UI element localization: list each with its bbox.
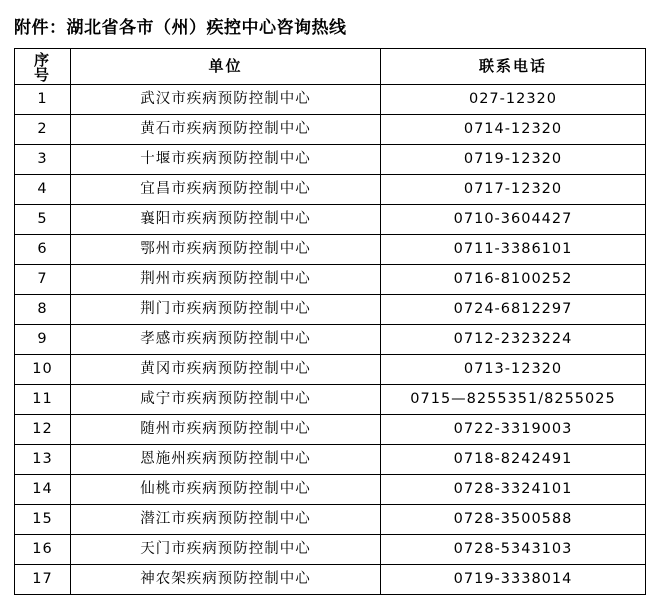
row-unit-cell: 潜江市疾病预防控制中心 [71, 505, 381, 535]
row-index-cell: 16 [15, 535, 71, 565]
row-unit-cell: 恩施州疾病预防控制中心 [71, 445, 381, 475]
row-index-cell: 4 [15, 175, 71, 205]
column-header-index-line2: 号 [33, 65, 51, 84]
row-phone-cell: 0717-12320 [381, 175, 646, 205]
table-row [15, 175, 646, 205]
row-index-cell: 11 [15, 385, 71, 415]
table-row [15, 505, 646, 535]
table-header [15, 49, 646, 85]
page-title: 附件：湖北省各市（州）疾控中心咨询热线 [14, 18, 347, 38]
row-index-cell: 17 [15, 565, 71, 595]
row-unit-cell: 天门市疾病预防控制中心 [71, 535, 381, 565]
row-phone-cell: 0715—8255351/8255025 [381, 385, 646, 415]
row-unit-cell: 咸宁市疾病预防控制中心 [71, 385, 381, 415]
row-unit-cell: 黄石市疾病预防控制中心 [71, 115, 381, 145]
column-header-unit: 单位 [71, 49, 381, 85]
row-index-cell: 3 [15, 145, 71, 175]
hotline-table [14, 48, 646, 595]
table-row [15, 295, 646, 325]
row-unit-cell: 宜昌市疾病预防控制中心 [71, 175, 381, 205]
table-row [15, 445, 646, 475]
table-row [15, 415, 646, 445]
row-unit-cell: 荆州市疾病预防控制中心 [71, 265, 381, 295]
table-body [15, 85, 646, 595]
row-index-cell: 5 [15, 205, 71, 235]
column-header-phone: 联系电话 [381, 49, 646, 85]
row-unit-cell: 随州市疾病预防控制中心 [71, 415, 381, 445]
table-row [15, 235, 646, 265]
table-row [15, 145, 646, 175]
table-row [15, 205, 646, 235]
row-unit-cell: 武汉市疾病预防控制中心 [71, 85, 381, 115]
row-phone-cell: 0719-3338014 [381, 565, 646, 595]
row-index-cell: 7 [15, 265, 71, 295]
row-phone-cell: 0728-5343103 [381, 535, 646, 565]
row-index-cell: 15 [15, 505, 71, 535]
row-index-cell: 12 [15, 415, 71, 445]
column-header-index [15, 49, 71, 85]
row-phone-cell: 0712-2323224 [381, 325, 646, 355]
table-row [15, 85, 646, 115]
table-row [15, 265, 646, 295]
row-index-cell: 10 [15, 355, 71, 385]
row-unit-cell: 襄阳市疾病预防控制中心 [71, 205, 381, 235]
row-unit-cell: 黄冈市疾病预防控制中心 [71, 355, 381, 385]
row-phone-cell: 0716-8100252 [381, 265, 646, 295]
column-header-index-line1: 序 [33, 50, 51, 69]
row-phone-cell: 0724-6812297 [381, 295, 646, 325]
row-phone-cell: 0728-3324101 [381, 475, 646, 505]
table-row [15, 115, 646, 145]
row-unit-cell: 仙桃市疾病预防控制中心 [71, 475, 381, 505]
row-index-cell: 2 [15, 115, 71, 145]
row-phone-cell: 027-12320 [381, 85, 646, 115]
row-phone-cell: 0710-3604427 [381, 205, 646, 235]
table-row [15, 355, 646, 385]
table-row [15, 385, 646, 415]
row-unit-cell: 荆门市疾病预防控制中心 [71, 295, 381, 325]
row-index-cell: 9 [15, 325, 71, 355]
row-unit-cell: 孝感市疾病预防控制中心 [71, 325, 381, 355]
row-phone-cell: 0713-12320 [381, 355, 646, 385]
row-phone-cell: 0722-3319003 [381, 415, 646, 445]
table-row [15, 475, 646, 505]
row-index-cell: 8 [15, 295, 71, 325]
table-row [15, 535, 646, 565]
row-index-cell: 6 [15, 235, 71, 265]
row-phone-cell: 0728-3500588 [381, 505, 646, 535]
row-phone-cell: 0719-12320 [381, 145, 646, 175]
row-index-cell: 1 [15, 85, 71, 115]
row-phone-cell: 0718-8242491 [381, 445, 646, 475]
row-unit-cell: 十堰市疾病预防控制中心 [71, 145, 381, 175]
table-header-row [15, 49, 646, 85]
row-unit-cell: 神农架疾病预防控制中心 [71, 565, 381, 595]
row-phone-cell: 0714-12320 [381, 115, 646, 145]
table-row [15, 565, 646, 595]
row-index-cell: 13 [15, 445, 71, 475]
table-row [15, 325, 646, 355]
row-phone-cell: 0711-3386101 [381, 235, 646, 265]
row-index-cell: 14 [15, 475, 71, 505]
row-unit-cell: 鄂州市疾病预防控制中心 [71, 235, 381, 265]
